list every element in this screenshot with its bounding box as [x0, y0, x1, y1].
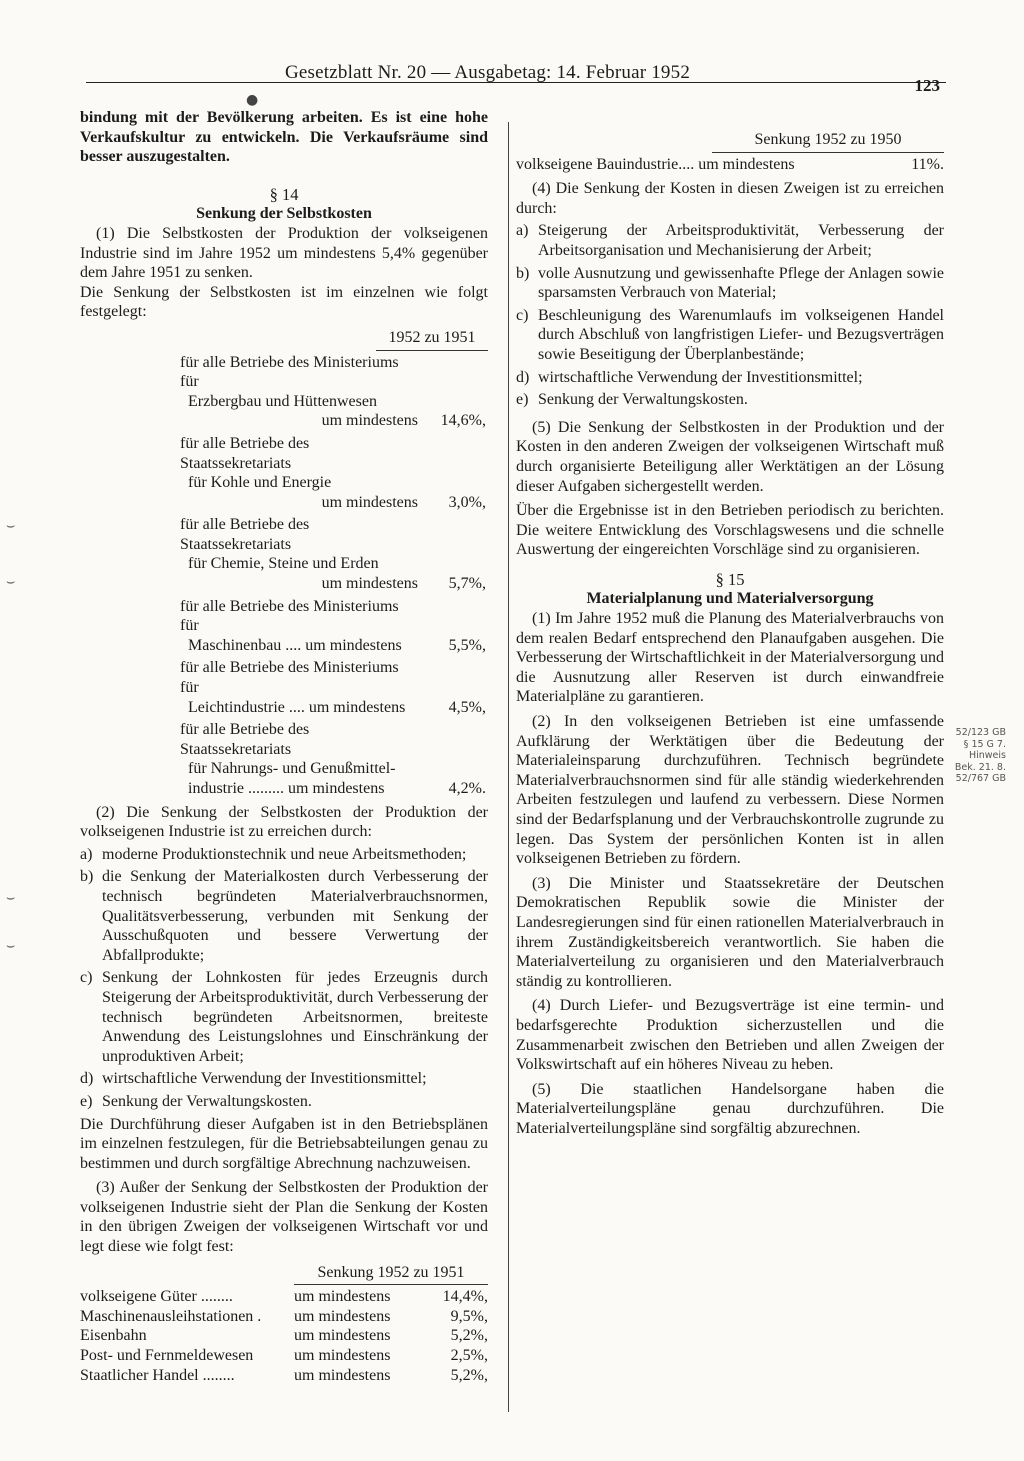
s14-item-line: für Kohle und Energie — [188, 474, 332, 492]
reduction-row-min: um mindestens — [294, 1366, 391, 1384]
s14-list-item — [80, 845, 488, 865]
s14-table2-subhead: Senkung 1952 zu 1951 — [294, 1263, 488, 1286]
intro-paragraph: bindung mit der Bevölkerung arbeiten. Es ist eine hohe Verkaufskultur zu entwickeln. Die Verkaufsräume sind besser auszugestalten. — [80, 109, 488, 166]
list-label: b) — [516, 264, 530, 282]
s14-item-percent: 14,6%, — [440, 412, 486, 430]
s14-item-line: für alle Betriebe des Staatssekretariats — [180, 516, 310, 553]
s14-list-item — [80, 1092, 488, 1112]
list-label: a) — [80, 845, 93, 863]
s14-table-subhead: 1952 zu 1951 — [376, 328, 488, 351]
list-text: volle Ausnutzung und gewissenhafte Pflege der Anlagen sowie sparsamsten Verbrauch von Material; — [538, 264, 944, 302]
page-number: 123 — [914, 76, 940, 95]
s14-item-percent: 4,2%. — [448, 780, 486, 797]
s14-item-line: für alle Betriebe des Ministeriums für — [180, 597, 399, 635]
section-14-number: § 14 — [269, 184, 299, 204]
s14-paragraph-1b: Die Senkung der Selbstkosten ist im einzelnen wie folgt festgelegt: — [80, 283, 488, 321]
reduction-row-min: um mindestens — [294, 1307, 391, 1325]
s14-item — [80, 720, 488, 798]
s14-list-item — [80, 867, 488, 965]
margin-note-line: § 15 G 7. — [963, 738, 1006, 750]
s14-list4-item — [516, 390, 944, 410]
right-column — [516, 130, 944, 1139]
s14-list-item — [80, 968, 488, 1066]
margin-tick-mark: ⌣ — [6, 938, 16, 954]
list-text: wirtschaftliche Verwendung der Investitionsmittel; — [102, 1070, 427, 1088]
s14-item-line: für alle Betriebe des Ministeriums für — [180, 353, 399, 391]
gazette-title: Gesetzblatt Nr. 20 — Ausgabetag: 14. Februar 1952 — [285, 62, 691, 83]
s14-list-item — [80, 1069, 488, 1089]
s14-paragraph-3: (3) Außer der Senkung der Selbstkosten der Produktion der volkseigenen Industrie sieht der Plan die Senkung der Kosten in den übrigen Zweigen der volkseigenen Wirtschaft vor und legt diese wie folgt fest: — [80, 1179, 488, 1256]
margin-tick-mark: ⌣ — [6, 518, 16, 534]
reduction-row — [80, 1307, 488, 1327]
reduction-row-min: um mindestens — [294, 1347, 391, 1365]
s14-item — [80, 515, 488, 593]
s14-item-line: Maschinenbau .... um mindestens — [188, 636, 402, 654]
s14-item — [80, 434, 488, 512]
s14-item-mindestens: um mindestens — [321, 493, 418, 511]
s14-item-line: für Chemie, Steine und Erden — [188, 555, 379, 573]
margin-tick-mark: ⌣ — [6, 890, 16, 906]
s14-item-percent: 4,5%, — [448, 698, 486, 716]
reduction-row-min: um mindestens — [294, 1288, 391, 1306]
reduction-row — [80, 1346, 488, 1366]
left-column — [80, 108, 488, 1385]
section-15-number: § 15 — [715, 569, 745, 589]
s14-paragraph-5: (5) Die Senkung der Selbstkosten in der Produktion und der Kosten in den anderen Zweigen der volkseigenen Wirtschaft muß durch organisierte Beteiligung aller Werktätigen an der Lösung dieser Aufgaben sichergestellt werden. — [516, 418, 944, 495]
reduction-row-value: 9,5%, — [450, 1307, 488, 1325]
s14-item-line: für Nahrungs- und Genußmittel- — [188, 760, 396, 778]
list-label: b) — [80, 868, 94, 886]
list-label: c) — [80, 969, 93, 987]
reduction-row-name: volkseigene Güter ........ — [80, 1288, 233, 1306]
reduction-row-value: 5,2%, — [450, 1366, 488, 1384]
s14-list4-item — [516, 306, 944, 365]
s14-list4-item — [516, 368, 944, 388]
bau-row-name: volkseigene Bauindustrie.... um mindestens — [516, 155, 795, 173]
list-label: c) — [516, 306, 529, 324]
s15-paragraph-3: (3) Die Minister und Staatssekretäre der Deutschen Demokratischen Republik sowie die Minister der Landesregierungen sind für einen rationellen Materialverbrauch in ihrem Zuständigkeitsbereich verantwortlich. Sie haben die Materialverteilung zu organisieren und den Materialverbrauch ständig zu kontrollieren. — [516, 874, 944, 990]
reduction-row — [80, 1326, 488, 1346]
reduction-row-value: 14,4%, — [442, 1288, 488, 1306]
margin-note-line: 52/123 GB — [955, 727, 1006, 738]
s14-item-percent: 5,5%, — [448, 636, 486, 654]
s14-item-line: für alle Betriebe des Ministeriums für — [180, 659, 399, 697]
list-text: Senkung der Verwaltungskosten. — [102, 1092, 312, 1110]
s14-item-line: für alle Betriebe des Staatssekretariats — [180, 721, 310, 758]
reduction-row-value: 2,5%, — [450, 1347, 488, 1365]
reduction-row-value: 5,2%, — [450, 1327, 488, 1345]
reduction-row — [80, 1287, 488, 1307]
list-label: d) — [80, 1070, 94, 1088]
page-header — [60, 58, 946, 95]
s14-item-line: Erzbergbau und Hüttenwesen — [188, 392, 377, 410]
reduction-row-name: Staatlicher Handel ........ — [80, 1366, 235, 1384]
margin-note-line: Bek. 21. 8. — [954, 761, 1006, 773]
ink-speck: ● — [246, 92, 259, 108]
header-rule — [86, 82, 946, 83]
bau-row — [516, 155, 944, 175]
section-15-title: Materialplanung und Materialversorgung — [586, 590, 874, 608]
section-14-title: Senkung der Selbstkosten — [196, 205, 372, 223]
margin-tick-mark: ⌣ — [6, 574, 16, 590]
s14-item-mindestens: um mindestens — [321, 575, 418, 593]
s15-paragraph-1: (1) Im Jahre 1952 muß die Planung des Materialverbrauchs von dem realen Bedarf entsprechend den Planaufgaben ausgehen. Die Verbesserung der Wirtschaftlichkeit in der Materialversorgung und die Ausnutzung aller Reserven ist durch einwandfreie Materialpläne zu garantieren. — [516, 610, 944, 706]
s14-item-mindestens: um mindestens — [321, 412, 418, 430]
bau-table-subhead: Senkung 1952 zu 1950 — [712, 130, 944, 153]
list-label: d) — [516, 368, 530, 386]
s14-item-line: für alle Betriebe des Staatssekretariats — [180, 434, 310, 472]
bau-row-value: 11%. — [911, 155, 944, 173]
s14-paragraph-4: (4) Die Senkung der Kosten in diesen Zweigen ist zu erreichen durch: — [516, 180, 944, 217]
list-text: die Senkung der Materialkosten durch Verbesserung der technisch begründeten Materialverbrauchsnormen, Qualitätsverbesserung, verbunden mit Senkung der Ausschußquoten und bessere Verwertung der Abfallprodukte; — [102, 868, 488, 964]
s15-paragraph-2: (2) In den volkseigenen Betrieben ist eine umfassende Aufklärung der Werktätigen über die Bedeutung der Materialeinsparung durchzuführen. Technisch begründete Materialverbrauchsnormen sind für alle ständig wiederkehrenden Arbeiten festzulegen und laufend zu verbessern. Diese Normen sind der Bedarfsplanung und der Verbrauchskontrolle zugrunde zu legen. Das System der persönlichen Konten ist in allen volkseigenen Betrieben zu fördern. — [516, 713, 944, 868]
s14-paragraph-5b: Über die Ergebnisse ist in den Betrieben periodisch zu berichten. Die weitere Entwicklung des Vorschlagswesens und die schnelle Auswertung der eingereichten Vorschläge sind zu organisieren. — [516, 502, 944, 559]
s14-item — [80, 597, 488, 656]
s14-paragraph-2: (2) Die Senkung der Selbstkosten der Produktion der volkseigenen Industrie ist zu erreichen durch: — [80, 803, 488, 841]
column-divider — [508, 122, 509, 1412]
list-label: a) — [516, 222, 529, 240]
s14-item — [80, 658, 488, 717]
reduction-row-min: um mindestens — [294, 1327, 391, 1345]
s15-paragraph-5: (5) Die staatlichen Handelsorgane haben die Materialverteilungspläne genau durchzuführen. Die Materialverteilungspläne sind sorgfältig abzurechnen. — [516, 1080, 944, 1137]
list-text: Senkung der Lohnkosten für jedes Erzeugnis durch Steigerung der Arbeitsproduktivität, durch Verbesserung der technisch begründeten Arbeitsnormen, breiteste Anwendung des Leistungslohnes und Einschränkung der unproduktiven Arbeit; — [102, 969, 488, 1065]
list-text: Beschleunigung des Warenumlaufs im volkseigenen Handel durch Abschluß von langfristigen Liefer- und Bezugsverträgen sowie Beseitigung der Überplanbestände; — [538, 306, 944, 363]
s14-item-percent: 5,7%, — [448, 575, 486, 593]
list-text: Steigerung der Arbeitsproduktivität, Verbesserung der Arbeitsorganisation und Mechanisierung der Arbeit; — [538, 222, 944, 259]
list-label: e) — [516, 391, 529, 409]
margin-note — [940, 727, 1006, 785]
reduction-row-name: Maschinenausleihstationen . — [80, 1307, 262, 1325]
list-text: moderne Produktionstechnik und neue Arbeitsmethoden; — [102, 845, 467, 863]
s14-item-line: industrie ......... um mindestens — [188, 780, 385, 797]
list-text: wirtschaftliche Verwendung der Investitionsmittel; — [538, 368, 863, 386]
s14-list4-item — [516, 221, 944, 260]
reduction-row-name: Eisenbahn — [80, 1327, 147, 1345]
reduction-row-name: Post- und Fernmeldewesen — [80, 1347, 254, 1365]
s14-item — [80, 353, 488, 431]
margin-note-line: 52/767 GB — [955, 773, 1006, 784]
reduction-row — [80, 1366, 488, 1386]
margin-note-line: Hinweis — [968, 750, 1006, 761]
s14-paragraph-2b: Die Durchführung dieser Aufgaben ist in den Betriebsplänen im einzelnen festzulegen, für die Betriebsabteilungen genau zu bestimmen und durch sorgfältige Abrechnung nachzuweisen. — [80, 1115, 488, 1172]
list-label: e) — [80, 1092, 93, 1110]
s14-item-line: Leichtindustrie .... um mindestens — [188, 698, 406, 716]
s14-item-percent: 3,0%, — [448, 493, 486, 511]
s14-list4-item — [516, 264, 944, 303]
s15-paragraph-4: (4) Durch Liefer- und Bezugsverträge ist eine termin- und bedarfsgerechte Produktion sicherzustellen und die Zusammenarbeit zwischen den Betrieben und allen Zweigen der Volkswirtschaft auf ein höheres Niveau zu heben. — [516, 997, 944, 1074]
list-text: Senkung der Verwaltungskosten. — [538, 391, 748, 409]
s14-paragraph-1: (1) Die Selbstkosten der Produktion der volkseigenen Industrie sind im Jahre 1952 um mindestens 5,4% gegenüber dem Jahre 1951 zu senken. — [80, 224, 488, 282]
